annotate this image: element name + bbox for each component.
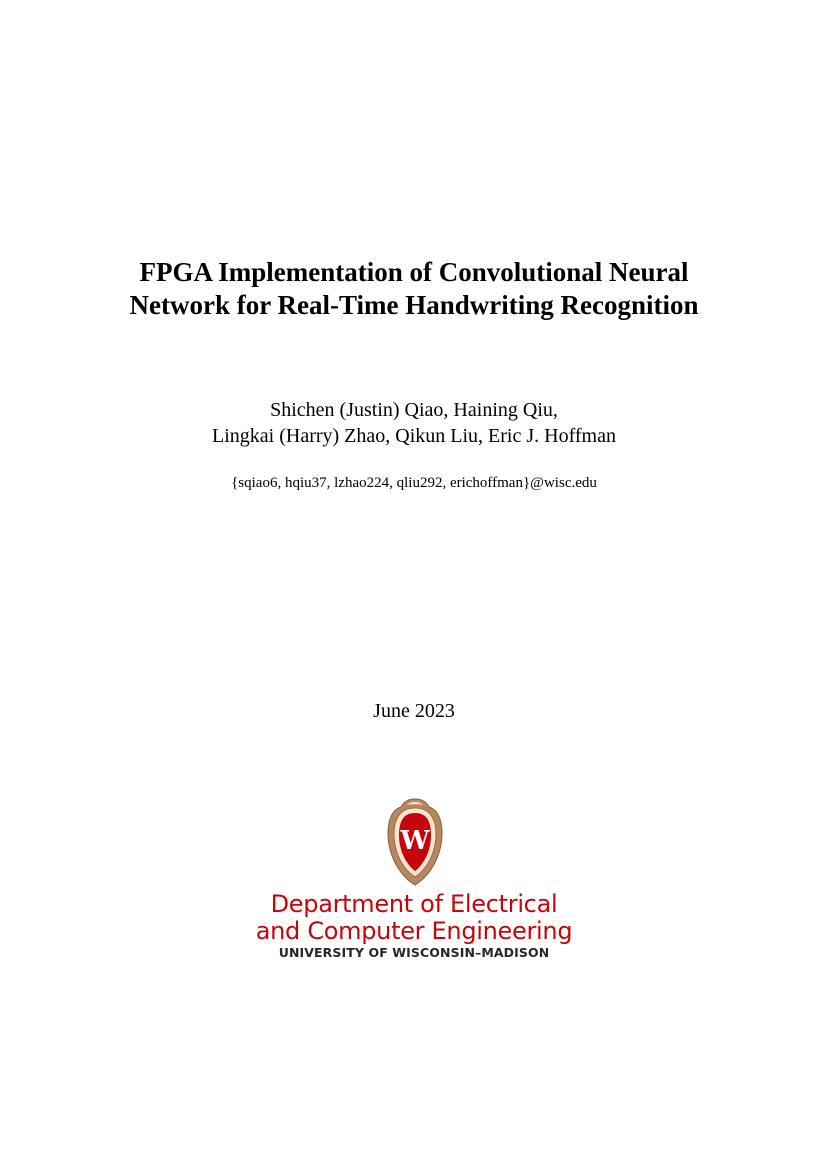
crest-letter: W	[400, 826, 430, 856]
publication-date: June 2023	[373, 700, 455, 722]
university-name: UNIVERSITY OF WISCONSIN–MADISON	[278, 945, 550, 960]
uw-crest-icon	[385, 797, 445, 887]
department-name-line-1: Department of Electrical	[270, 890, 558, 918]
uw-crest-graphic	[385, 797, 445, 887]
paper-title-line-1: FPGA Implementation of Convolutional Neural	[139, 257, 689, 287]
paper-title-line-2: Network for Real-Time Handwriting Recognition	[129, 290, 699, 320]
authors-line-1: Shichen (Justin) Qiao, Haining Qiu,	[270, 399, 558, 421]
department-name-line-2: and Computer Engineering	[255, 917, 573, 945]
authors-line-2: Lingkai (Harry) Zhao, Qikun Liu, Eric J. Hoffman	[212, 425, 616, 447]
author-emails: {sqiao6, hqiu37, lzhao224, qliu292, erichoffman}@wisc.edu	[231, 475, 597, 491]
